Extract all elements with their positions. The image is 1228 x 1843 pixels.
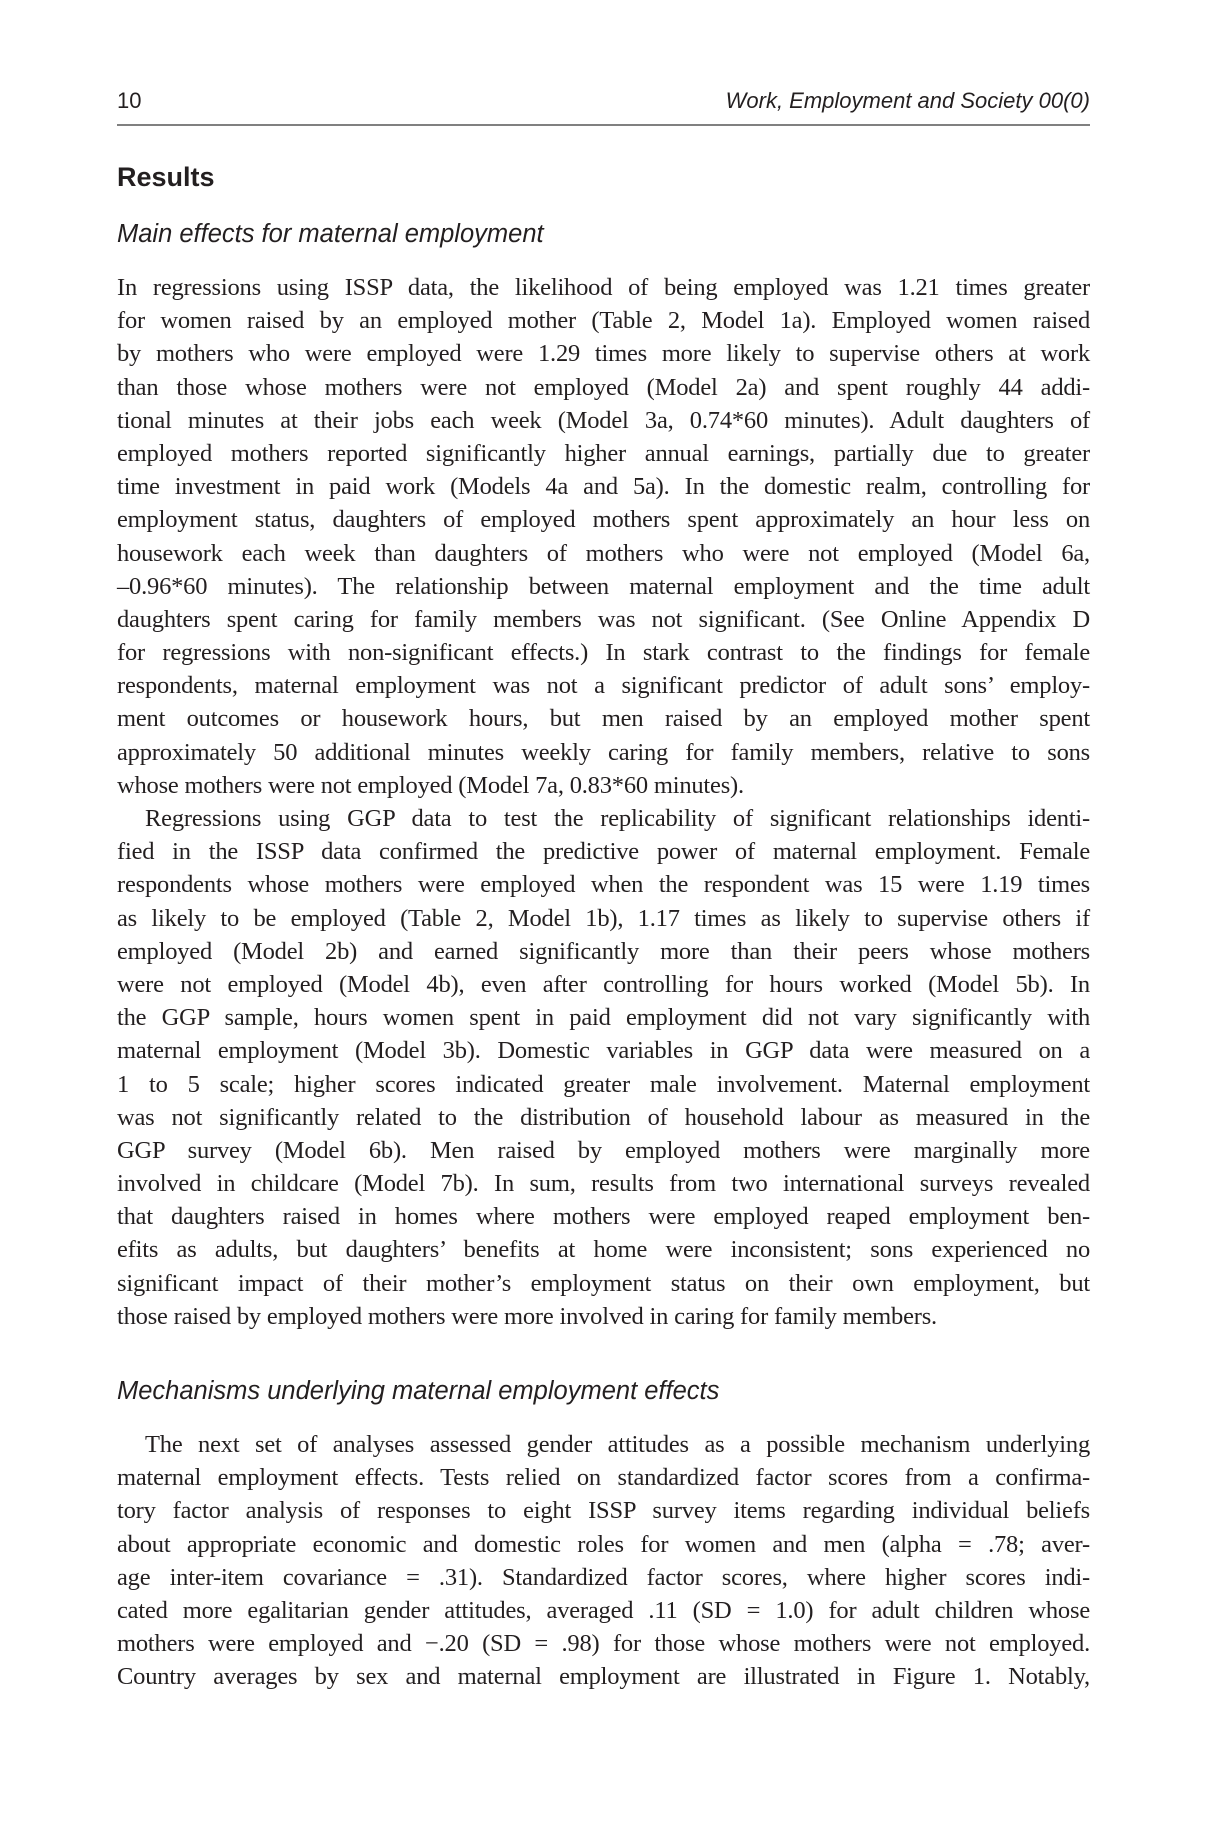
text-line: than those whose mothers were not employed (Model 2a) and spent roughly 44 addi- [117, 373, 1090, 401]
text-line: housework each week than daughters of mothers who were not employed (Model 6a, [117, 539, 1090, 567]
text-line: for regressions with non-significant effects.) In stark contrast to the findings for female [117, 639, 1090, 667]
text-line: those raised by employed mothers were more involved in caring for family members. [117, 1302, 937, 1330]
text-line: significant impact of their mother’s employment status on their own employment, but [117, 1269, 1090, 1297]
text-line: for women raised by an employed mother (Table 2, Model 1a). Employed women raised [117, 307, 1090, 335]
text-line: whose mothers were not employed (Model 7a, 0.83*60 minutes). [117, 771, 744, 799]
text-line: about appropriate economic and domestic roles for women and men (alpha = .78; aver- [117, 1530, 1090, 1558]
running-header [117, 88, 1090, 126]
text-line: cated more egalitarian gender attitudes, averaged .11 (SD = 1.0) for adult children whose [117, 1596, 1090, 1624]
text-line: Country averages by sex and maternal employment are illustrated in Figure 1. Notably, [117, 1663, 1090, 1691]
text-line: respondents, maternal employment was not a significant predictor of adult sons’ employ- [117, 672, 1090, 700]
text-line: that daughters raised in homes where mothers were employed reaped employment ben- [117, 1203, 1090, 1231]
text-line: efits as adults, but daughters’ benefits at home were inconsistent; sons experienced no [117, 1236, 1090, 1264]
text-line: 1 to 5 scale; higher scores indicated greater male involvement. Maternal employment [117, 1070, 1090, 1098]
text-line: was not significantly related to the distribution of household labour as measured in the [117, 1103, 1090, 1131]
text-line: as likely to be employed (Table 2, Model 1b), 1.17 times as likely to supervise others if [117, 904, 1090, 932]
journal-title: Work, Employment and Society 00(0) [725, 88, 1090, 113]
text-line: GGP survey (Model 6b). Men raised by employed mothers were marginally more [117, 1136, 1090, 1164]
text-line: time investment in paid work (Models 4a and 5a). In the domestic realm, controlling for [117, 473, 1090, 501]
page-number: 10 [117, 88, 142, 113]
text-line: involved in childcare (Model 7b). In sum, results from two international surveys revealed [117, 1170, 1090, 1198]
text-line: maternal employment effects. Tests relied on standardized factor scores from a confirma- [117, 1464, 1090, 1492]
text-line: the GGP sample, hours women spent in paid employment did not vary significantly with [117, 1004, 1090, 1032]
text-line: maternal employment (Model 3b). Domestic variables in GGP data were measured on a [117, 1037, 1090, 1065]
subsection-heading-main-effects: Main effects for maternal employment [117, 220, 544, 248]
paragraph-1 [117, 271, 1090, 802]
text-line: employment status, daughters of employed mothers spent approximately an hour less on [117, 506, 1090, 534]
text-line: tional minutes at their jobs each week (Model 3a, 0.74*60 minutes). Adult daughters of [117, 406, 1090, 434]
text-line: tory factor analysis of responses to eight ISSP survey items regarding individual beliefs [117, 1497, 1090, 1525]
paragraph-2 [117, 802, 1090, 1333]
paragraph-3 [117, 1428, 1090, 1694]
section-heading: Results [117, 162, 215, 192]
text-line: Regressions using GGP data to test the replicability of significant relationships identi- [145, 805, 1090, 832]
text-line: were not employed (Model 4b), even after controlling for hours worked (Model 5b). In [117, 970, 1090, 998]
text-line: The next set of analyses assessed gender attitudes as a possible mechanism underlying [145, 1431, 1090, 1458]
text-line: employed (Model 2b) and earned significantly more than their peers whose mothers [117, 937, 1090, 965]
text-line: ment outcomes or housework hours, but men raised by an employed mother spent [117, 705, 1090, 733]
text-line: respondents whose mothers were employed when the respondent was 15 were 1.19 times [117, 871, 1090, 899]
subsection-heading-mechanisms: Mechanisms underlying maternal employment effects [117, 1377, 720, 1405]
text-line: daughters spent caring for family members was not significant. (See Online Appendix D [117, 605, 1090, 633]
text-line: In regressions using ISSP data, the likelihood of being employed was 1.21 times greater [117, 274, 1090, 301]
text-line: –0.96*60 minutes). The relationship between maternal employment and the time adult [117, 572, 1090, 600]
text-line: fied in the ISSP data confirmed the predictive power of maternal employment. Female [117, 838, 1090, 866]
text-line: employed mothers reported significantly higher annual earnings, partially due to greater [117, 439, 1090, 467]
text-line: by mothers who were employed were 1.29 times more likely to supervise others at work [117, 340, 1090, 368]
text-line: mothers were employed and −.20 (SD = .98) for those whose mothers were not employed. [117, 1630, 1090, 1658]
text-line: age inter-item covariance = .31). Standardized factor scores, where higher scores indi- [117, 1563, 1090, 1591]
text-line: approximately 50 additional minutes weekly caring for family members, relative to sons [117, 738, 1090, 766]
